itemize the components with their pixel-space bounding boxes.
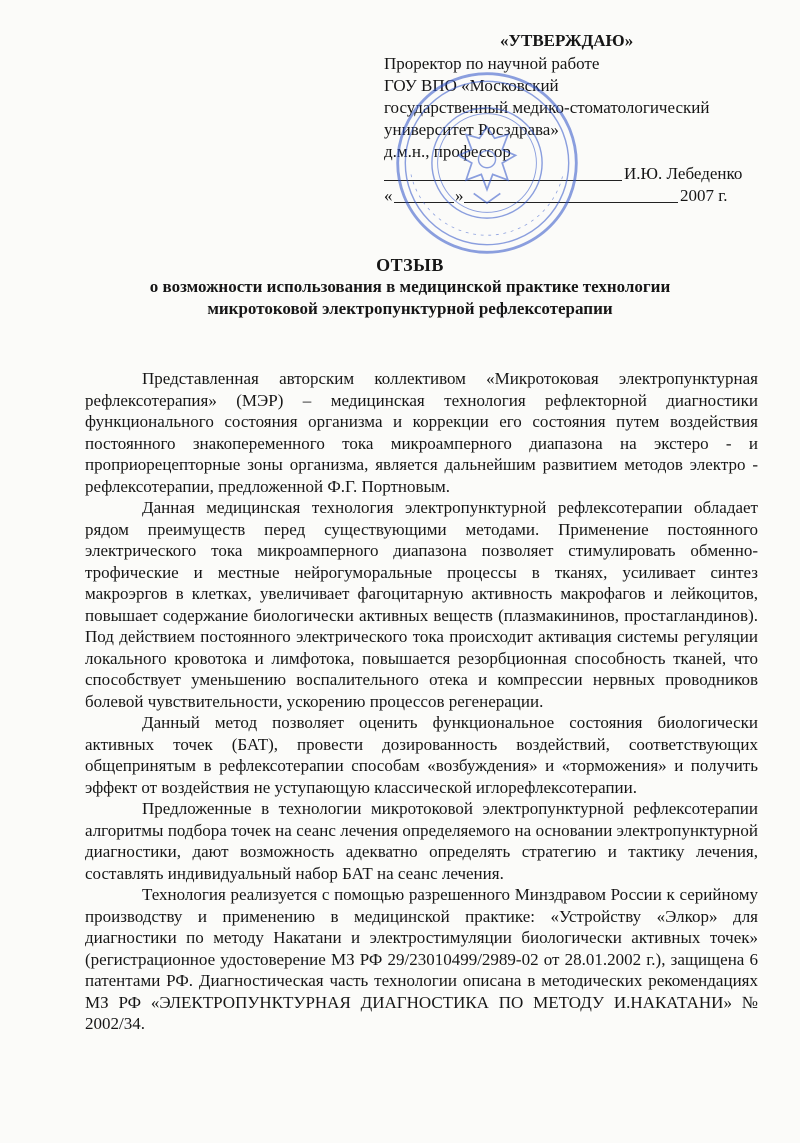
signatory-name: И.Ю. Лебеденко [624, 164, 743, 183]
approval-line-degree: д.м.н., профессор [384, 142, 511, 161]
approval-line-position: Проректор по научной работе [384, 54, 600, 73]
title-line-1: о возможности использования в медицинской практике технологии [149, 277, 671, 296]
date-year: 2007 г. [680, 186, 728, 205]
document-title [70, 254, 750, 320]
approval-line-institution-2: государственный медико-стоматологический [384, 98, 710, 117]
paragraph: Предложенные в технологии микротоковой электропунктурной рефлексотерапии алгоритмы подбора точек на сеанс лечения определяемого на основании электропунктурной диагностики, дают возможность адекватно определять стратегию и тактику лечения, составлять индивидуальный набор БАТ на сеанс лечения. [85, 799, 758, 883]
title-main: ОТЗЫВ [376, 255, 444, 275]
paragraph: Представленная авторским коллективом «Микротоковая электропунктурная рефлексотерапия» (МЭР) – медицинская технология рефлекторной диагностики функционального состояния организма и коррекции его состояния путем воздействия постоянного знакопеременного тока микроамперного диапазона на экстеро - и проприорецепторные зоны организма, является дальнейшим развитием методов электро - рефлексотерапии, предложенной Ф.Г. Портновым. [85, 369, 758, 496]
document-body [85, 368, 758, 1035]
title-line-2: микротоковой электропунктурной рефлексотерапии [207, 299, 613, 318]
approval-heading: «УТВЕРЖДАЮ» [500, 31, 634, 50]
date-close-quote: » [455, 186, 464, 205]
approval-line-institution: ГОУ ВПО «Московский [384, 76, 559, 95]
paragraph: Данная медицинская технология электропунктурной рефлексотерапии обладает рядом преимуществ перед существующими методами. Применение постоянного электрического тока микроамперного диапазона позволяет стимулировать обменно-трофические и местные нейрогуморальные процессы в тканях, усиливает синтез макроэргов в клетках, увеличивает фагоцитарную активность макрофагов и лейкоцитов, повышает содержание биологически активных веществ (плазмакининов, простагландинов). Под действием постоянного электрического тока происходит активация системы регуляции локального кровотока и лимфотока, повышается резорбционная способность тканей, что способствует уменьшению воспалительного отека и компрессии нервных проводников болевой чувствительности, ускорению процессов регенерации. [85, 498, 758, 711]
paragraph: Данный метод позволяет оценить функциональное состояния биологически активных точек (БАТ), провести дозированность воздействий, соответствующих общепринятым в рефлексотерапии способам «возбуждения» и «торможения» и получить эффект от воздействия не уступающую классической иглорефлексотерапии. [85, 713, 758, 797]
paragraph: Технология реализуется с помощью разрешенного Минздравом России к серийному производству и применению в медицинской практике: «Устройству «Элкор» для диагностики по методу Накатани и электростимуляции биологически активных точек» (регистрационное удостоверение МЗ РФ 29/23010499/2989-02 от 28.01.2002 г.), защищена 6 патентами РФ. Диагностическая часть технологии описана в методических рекомендациях МЗ РФ «ЭЛЕКТРОПУНКТУРНАЯ ДИАГНОСТИКА ПО МЕТОДУ И.НАКАТАНИ» № 2002/34. [85, 885, 758, 1033]
date-open-quote: « [384, 186, 393, 205]
approval-line-institution-3: университет Росздрава» [384, 120, 559, 139]
official-seal-icon [392, 68, 582, 258]
